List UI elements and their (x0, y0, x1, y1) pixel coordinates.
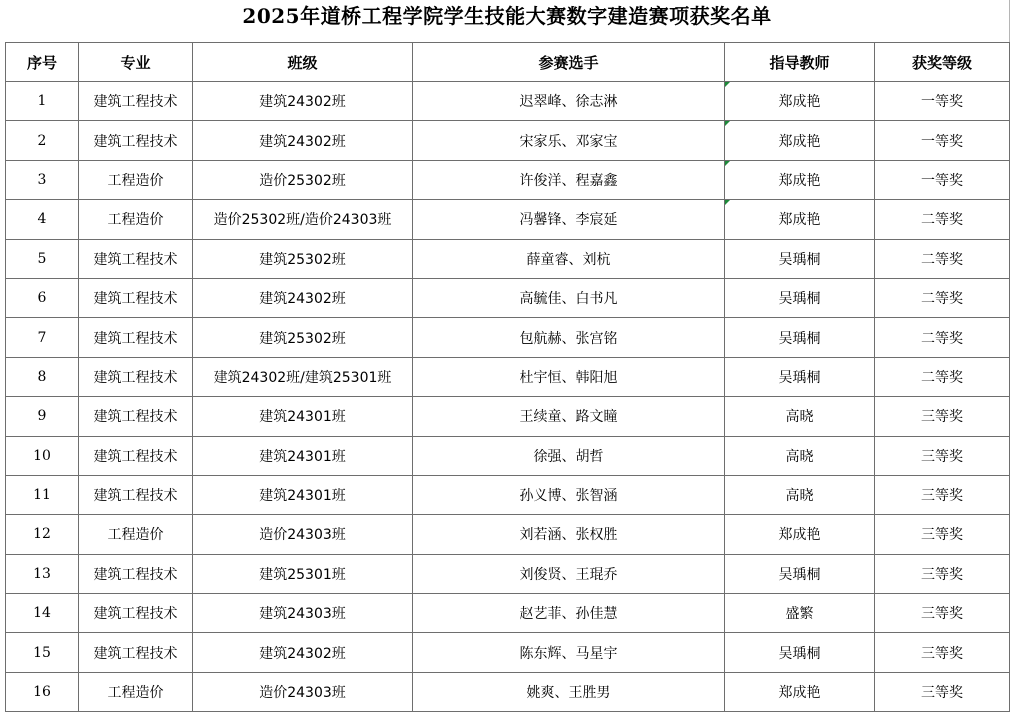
cell-index[interactable]: 3 (6, 160, 79, 199)
cell-teacher[interactable]: 吴瑀桐 (725, 554, 875, 593)
cell-players[interactable]: 杜宇恒、韩阳旭 (413, 357, 725, 396)
cell-index[interactable]: 8 (6, 357, 79, 396)
cell-major[interactable]: 工程造价 (79, 200, 193, 239)
header-teacher[interactable]: 指导教师 (725, 43, 875, 82)
cell-major[interactable]: 建筑工程技术 (79, 82, 193, 121)
cell-major[interactable]: 建筑工程技术 (79, 594, 193, 633)
table-row (6, 554, 1010, 593)
cell-players[interactable]: 迟翠峰、徐志淋 (413, 82, 725, 121)
table-row (6, 672, 1010, 711)
cell-major[interactable]: 工程造价 (79, 672, 193, 711)
cell-class[interactable]: 建筑24301班 (193, 397, 413, 436)
header-players[interactable]: 参赛选手 (413, 43, 725, 82)
cell-teacher[interactable]: 吴瑀桐 (725, 318, 875, 357)
cell-class[interactable]: 建筑24302班 (193, 82, 413, 121)
table-row (6, 436, 1010, 475)
header-index[interactable]: 序号 (6, 43, 79, 82)
cell-teacher[interactable]: 吴瑀桐 (725, 239, 875, 278)
cell-teacher[interactable]: 吴瑀桐 (725, 357, 875, 396)
cell-players[interactable]: 陈东辉、马星宇 (413, 633, 725, 672)
cell-major[interactable]: 建筑工程技术 (79, 633, 193, 672)
cell-major[interactable]: 建筑工程技术 (79, 397, 193, 436)
header-award[interactable]: 获奖等级 (875, 43, 1010, 82)
cell-index[interactable]: 10 (6, 436, 79, 475)
cell-players[interactable]: 孙义博、张智涵 (413, 475, 725, 514)
cell-teacher[interactable]: 盛繁 (725, 594, 875, 633)
cell-award[interactable]: 三等奖 (875, 633, 1010, 672)
cell-class[interactable]: 造价25302班 (193, 160, 413, 199)
cell-award[interactable]: 三等奖 (875, 672, 1010, 711)
cell-award[interactable]: 一等奖 (875, 121, 1010, 160)
cell-players[interactable]: 许俊洋、程嘉鑫 (413, 160, 725, 199)
award-table (5, 42, 1010, 712)
cell-class[interactable]: 建筑24302班 (193, 121, 413, 160)
cell-major[interactable]: 建筑工程技术 (79, 278, 193, 317)
cell-teacher[interactable]: 郑成艳 (725, 200, 875, 239)
cell-index[interactable]: 9 (6, 397, 79, 436)
cell-award[interactable]: 三等奖 (875, 397, 1010, 436)
cell-index[interactable]: 15 (6, 633, 79, 672)
cell-teacher[interactable]: 高晓 (725, 436, 875, 475)
cell-teacher[interactable]: 郑成艳 (725, 82, 875, 121)
cell-index[interactable]: 14 (6, 594, 79, 633)
header-major[interactable]: 专业 (79, 43, 193, 82)
cell-award[interactable]: 二等奖 (875, 200, 1010, 239)
cell-award[interactable]: 一等奖 (875, 82, 1010, 121)
cell-award[interactable]: 三等奖 (875, 515, 1010, 554)
cell-index[interactable]: 16 (6, 672, 79, 711)
cell-index[interactable]: 11 (6, 475, 79, 514)
cell-teacher[interactable]: 高晓 (725, 397, 875, 436)
cell-award[interactable]: 三等奖 (875, 594, 1010, 633)
cell-players[interactable]: 王续童、路文瞳 (413, 397, 725, 436)
page-title: 2025年道桥工程学院学生技能大赛数字建造赛项获奖名单 (242, 4, 772, 28)
table-row (6, 200, 1010, 239)
cell-teacher[interactable]: 高晓 (725, 475, 875, 514)
cell-teacher[interactable]: 郑成艳 (725, 672, 875, 711)
cell-award[interactable]: 一等奖 (875, 160, 1010, 199)
table-header-row (6, 43, 1010, 82)
cell-major[interactable]: 建筑工程技术 (79, 554, 193, 593)
table-row (6, 594, 1010, 633)
cell-teacher[interactable]: 郑成艳 (725, 515, 875, 554)
cell-index[interactable]: 7 (6, 318, 79, 357)
cell-players[interactable]: 冯馨锋、李宸延 (413, 200, 725, 239)
cell-major[interactable]: 建筑工程技术 (79, 121, 193, 160)
cell-class[interactable]: 造价24303班 (193, 672, 413, 711)
cell-major[interactable]: 建筑工程技术 (79, 239, 193, 278)
cell-award[interactable]: 三等奖 (875, 436, 1010, 475)
cell-class[interactable]: 建筑25302班 (193, 318, 413, 357)
cell-teacher[interactable]: 郑成艳 (725, 160, 875, 199)
table-row (6, 160, 1010, 199)
table-row (6, 239, 1010, 278)
table-row (6, 633, 1010, 672)
cell-major[interactable]: 建筑工程技术 (79, 357, 193, 396)
cell-major[interactable]: 工程造价 (79, 515, 193, 554)
cell-class[interactable]: 建筑24302班/建筑25301班 (193, 357, 413, 396)
cell-major[interactable]: 建筑工程技术 (79, 318, 193, 357)
table-row (6, 318, 1010, 357)
table-row (6, 278, 1010, 317)
cell-class[interactable]: 造价25302班/造价24303班 (193, 200, 413, 239)
table-row (6, 515, 1010, 554)
cell-players[interactable]: 刘俊贤、王琨乔 (413, 554, 725, 593)
table-row (6, 475, 1010, 514)
cell-players[interactable]: 高毓佳、白书凡 (413, 278, 725, 317)
cell-class[interactable]: 建筑24302班 (193, 633, 413, 672)
cell-award[interactable]: 三等奖 (875, 554, 1010, 593)
cell-teacher[interactable]: 郑成艳 (725, 121, 875, 160)
cell-class[interactable]: 建筑24302班 (193, 278, 413, 317)
cell-index[interactable]: 4 (6, 200, 79, 239)
cell-class[interactable]: 建筑24301班 (193, 475, 413, 514)
table-row (6, 82, 1010, 121)
cell-index[interactable]: 2 (6, 121, 79, 160)
cell-major[interactable]: 工程造价 (79, 160, 193, 199)
header-class[interactable]: 班级 (193, 43, 413, 82)
cell-players[interactable]: 包航赫、张宫铭 (413, 318, 725, 357)
cell-major[interactable]: 建筑工程技术 (79, 475, 193, 514)
cell-teacher[interactable]: 吴瑀桐 (725, 278, 875, 317)
cell-class[interactable]: 建筑24303班 (193, 594, 413, 633)
cell-award[interactable]: 二等奖 (875, 318, 1010, 357)
cell-index[interactable]: 5 (6, 239, 79, 278)
cell-players[interactable]: 宋家乐、邓家宝 (413, 121, 725, 160)
cell-award[interactable]: 二等奖 (875, 278, 1010, 317)
table-row (6, 121, 1010, 160)
cell-players[interactable]: 刘若涵、张权胜 (413, 515, 725, 554)
cell-index[interactable]: 13 (6, 554, 79, 593)
cell-index[interactable]: 6 (6, 278, 79, 317)
cell-class[interactable]: 造价24303班 (193, 515, 413, 554)
table-row (6, 357, 1010, 396)
cell-teacher[interactable]: 吴瑀桐 (725, 633, 875, 672)
cell-class[interactable]: 建筑25301班 (193, 554, 413, 593)
cell-award[interactable]: 三等奖 (875, 475, 1010, 514)
cell-players[interactable]: 薛童睿、刘杭 (413, 239, 725, 278)
cell-players[interactable]: 赵艺菲、孙佳慧 (413, 594, 725, 633)
cell-index[interactable]: 12 (6, 515, 79, 554)
table-row (6, 397, 1010, 436)
cell-index[interactable]: 1 (6, 82, 79, 121)
cell-class[interactable]: 建筑25302班 (193, 239, 413, 278)
cell-award[interactable]: 二等奖 (875, 357, 1010, 396)
cell-award[interactable]: 二等奖 (875, 239, 1010, 278)
cell-major[interactable]: 建筑工程技术 (79, 436, 193, 475)
cell-class[interactable]: 建筑24301班 (193, 436, 413, 475)
sheet-edge-divider (1009, 0, 1010, 42)
cell-players[interactable]: 徐强、胡哲 (413, 436, 725, 475)
cell-players[interactable]: 姚爽、王胜男 (413, 672, 725, 711)
